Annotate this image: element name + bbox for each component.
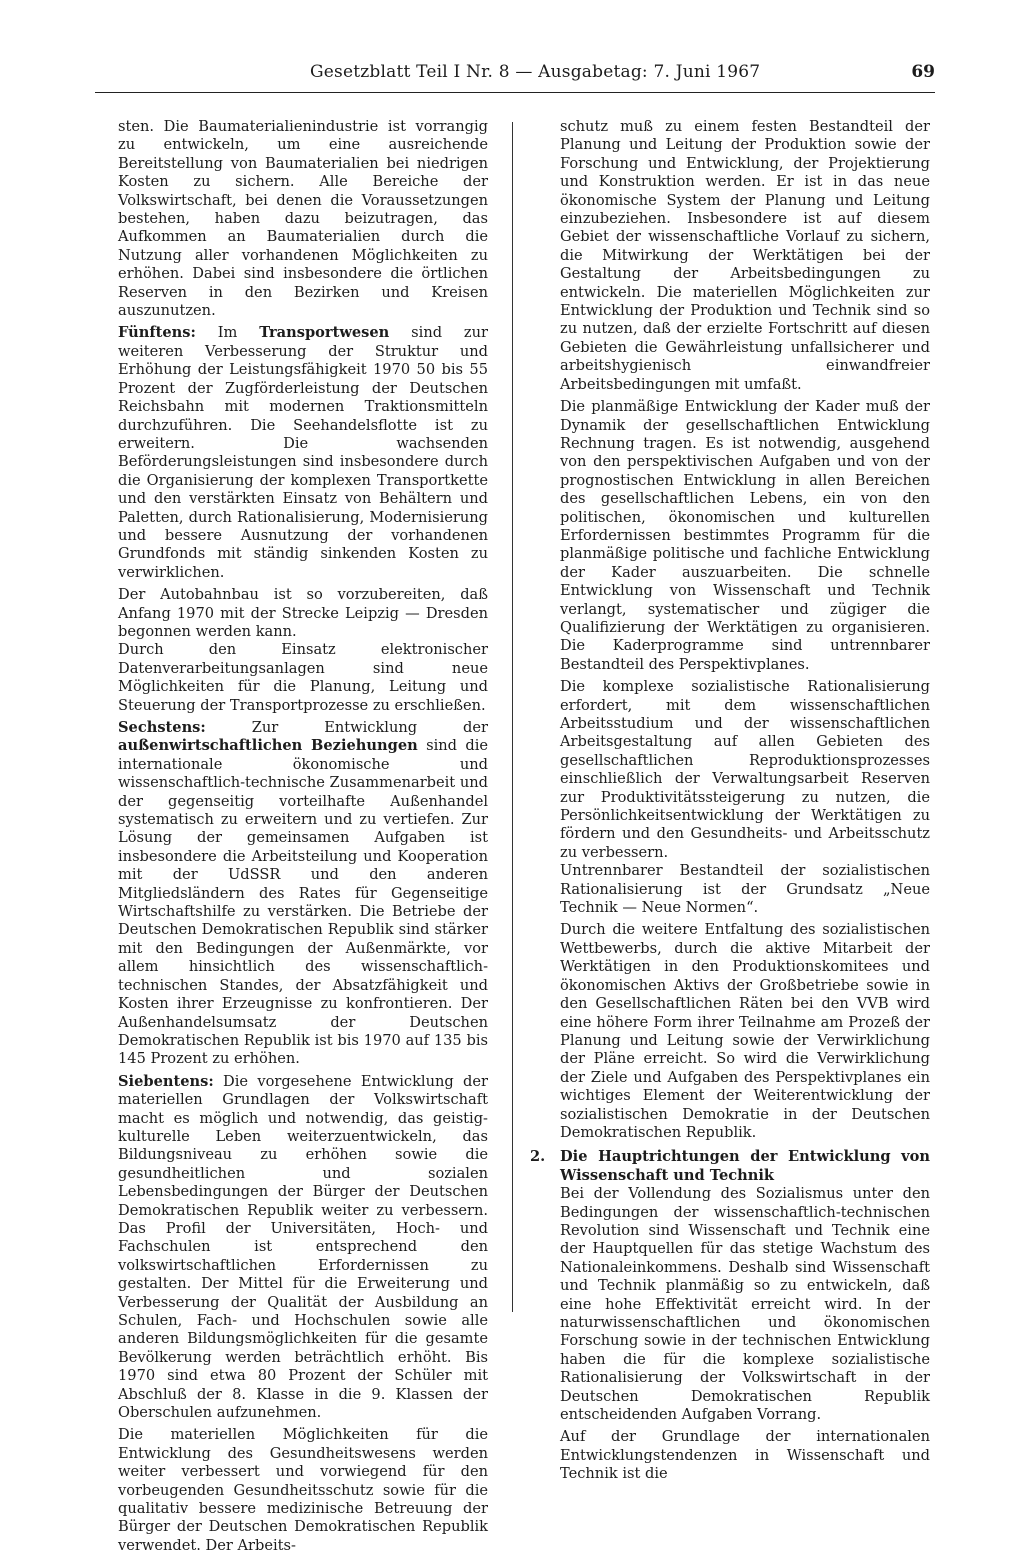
paragraph-lead: Siebentens: — [118, 1072, 214, 1090]
header-title: Gesetzblatt Teil I Nr. 8 — Ausgabetag: 7. Juni 1967 — [310, 62, 761, 82]
page-number: 69 — [911, 62, 935, 82]
page-header — [95, 62, 935, 93]
paragraph: Durch den Einsatz elektronischer Datenverarbeitungsanlagen sind neue Möglichkeiten für die Planung, Leitung und Steuerung der Transportprozesse zu erschließen. — [118, 641, 488, 714]
paragraph: sten. Die Baumaterialienindustrie ist vorrangig zu entwickeln, um eine ausreichende Bereitstellung von Baumaterialien bei niedrigen Kosten zu sichern. Alle Bereiche der Volkswirtschaft, bei denen die Voraussetzungen bestehen, haben dazu beizutragen, das Aufkommen an Baumaterialien durch die Nutzung aller vorhandenen Möglichkeiten zu erhöhen. Dabei sind insbesondere die örtlichen Reserven in den Bezirken und Kreisen auszunutzen. — [118, 118, 488, 320]
paragraph-lead: Fünftens: — [118, 324, 196, 342]
paragraph: Bei der Vollendung des Sozialismus unter den Bedingungen der wissenschaftlich-technischen Revolution sind Wissenschaft und Technik eine der Hauptquellen für das stetige Wachstum des Nationaleinkommens. Deshalb sind Wissenschaft und Technik planmäßig so zu entwickeln, daß eine hohe Effektivität erreicht wird. In der naturwissenschaftlichen und ökonomischen Forschung sowie in der technischen Entwicklung haben die für die komplexe sozialistische Rationalisierung der Volkswirtschaft in der Deutschen Demokratischen Republik entscheidenden Aufgaben Vorrang. — [560, 1185, 930, 1424]
paragraph: Untrennbarer Bestandteil der sozialistischen Rationalisierung ist der Grundsatz „Neue Technik — Neue Normen“. — [560, 862, 930, 917]
paragraph: Die planmäßige Entwicklung der Kader muß der Dynamik der gesellschaftlichen Entwicklung Rechnung tragen. Es ist notwendig, ausgehend von den perspektivischen Aufgaben und von der prognostischen Entwicklung in allen Bereichen des gesellschaftlichen Lebens, ein von den politischen, ökonomischen und kulturellen Erfordernissen bestimmtes Programm für die planmäßige politische und fachliche Entwicklung der Kader auszuarbeiten. Die schnelle Entwicklung von Wissenschaft und Technik verlangt, systematischer und zügiger die Qualifizierung der Werktätigen zu organisieren. Die Kaderprogramme sind untrennbarer Bestandteil des Perspektivplanes. — [560, 398, 930, 673]
section-title: Die Hauptrichtungen der Entwicklung von Wissenschaft und Technik — [560, 1148, 930, 1184]
paragraph: Die komplexe sozialistische Rationalisierung erfordert, mit dem wissenschaftlichen Arbeitsstudium und der wissenschaftlichen Arbeitsgestaltung auf allen Gebieten des gesellschaftlichen Reproduktionsprozesses einschließlich der Verwaltungsarbeit Reserven zur Produktivitätssteigerung zu nutzen, die Persönlichkeitsentwicklung der Werktätigen zu fördern und den Gesundheits- und Arbeitsschutz zu verbessern. — [560, 678, 930, 861]
left-column — [118, 118, 488, 1559]
paragraph: schutz muß zu einem festen Bestandteil der Planung und Leitung der Produktion sowie der Forschung und Entwicklung, der Projektierung und Konstruktion werden. Er ist in das neue ökonomische System der Planung und Leitung einzubeziehen. Insbesondere ist auf diesem Gebiet der wissenschaftliche Vorlauf zu sichern, die Mitwirkung der Werktätigen bei der Gestaltung der Arbeitsbedingungen zu entwickeln. Die materiellen Möglichkeiten zur Entwicklung der Produktion und Technik sind so zu nutzen, daß der erzielte Fortschritt auf diesen Gebieten die Gewährleistung unfallsicherer und arbeitshygienisch einwandfreier Arbeitsbedingungen mit umfaßt. — [560, 118, 930, 393]
paragraph-sechstens: Sechstens: Zur Entwicklung der außenwirtschaftlichen Beziehungen sind die internationale ökonomische und wissenschaftlich-technische Zusammenarbeit und der gegenseitig vorteilhafte Außenhandel systematisch zu erweitern und zu vertiefen. Zur Lösung der gemeinsamen Aufgaben ist insbesondere die Arbeitsteilung und Kooperation mit der UdSSR und den anderen Mitgliedsländern des Rates für Gegenseitige Wirtschaftshilfe zu verstärken. Die Betriebe der Deutschen Demokratischen Republik sind stärker mit den Bedingungen der Außenmärkte, vor allem hinsichtlich des wissenschaftlich-technischen Standes, der Absatzfähigkeit und Kosten ihrer Erzeugnisse zu konfrontieren. Der Außenhandelsumsatz der Deutschen Demokratischen Republik ist bis 1970 auf 135 bis 145 Prozent zu erhöhen. — [118, 719, 488, 1068]
section-heading — [530, 1148, 930, 1185]
paragraph-siebentens: Siebentens: Die vorgesehene Entwicklung der materiellen Grundlagen der Volkswirtschaft macht es möglich und notwendig, das geistig-kulturelle Leben weiterzuentwickeln, das Bildungsniveau zu erhöhen sowie die gesundheitlichen und sozialen Lebensbedingungen der Bürger der Deutschen Demokratischen Republik weiter zu verbessern. Das Profil der Universitäten, Hoch- und Fachschulen ist entsprechend den volkswirtschaftlichen Erfordernissen zu gestalten. Der Mittel für die Erweiterung und Verbesserung der Qualität der Ausbildung an Schulen, Fach- und Hochschulen sowie alle anderen Bildungsmöglichkeiten für die gesamte Bevölkerung werden beträchtlich erhöht. Bis 1970 sind etwa 80 Prozent der Schüler mit Abschluß der 8. Klasse in die 9. Klassen der Oberschulen aufzunehmen. — [118, 1072, 488, 1422]
paragraph: Der Autobahnbau ist so vorzubereiten, daß Anfang 1970 mit der Strecke Leipzig — Dresden begonnen werden kann. — [118, 586, 488, 640]
paragraph-lead: Sechstens: — [118, 719, 206, 736]
section-number: 2. — [530, 1148, 546, 1166]
paragraph: Die materiellen Möglichkeiten für die Entwicklung des Gesundheitswesens werden weiter verbessert und vorwiegend für den vorbeugenden Gesundheitsschutz sowie für die qualitativ bessere medizinische Betreuung der Bürger der Deutschen Demokratischen Republik verwendet. Der Arbeits- — [118, 1426, 488, 1554]
column-divider — [512, 122, 513, 1312]
right-column — [530, 118, 930, 1488]
paragraph-fuenftens: Fünftens: Im Transportwesen sind zur weiteren Verbesserung der Struktur und Erhöhung der Leistungsfähigkeit 1970 50 bis 55 Prozent der Zugförderleistung der Deutschen Reichsbahn mit modernen Traktionsmitteln durchzuführen. Die Seehandelsflotte ist zu erweitern. Die wachsenden Beförderungsleistungen sind insbesondere durch die Organisierung der komplexen Transportkette und den verstärkten Einsatz von Behältern und Paletten, durch Rationalisierung, Modernisierung und bessere Ausnutzung der vorhandenen Grundfonds mit ständig sinkenden Kosten zu verwirklichen. — [118, 324, 488, 581]
emphasis: außenwirtschaftlichen Beziehungen — [118, 737, 418, 755]
emphasis: Transportwesen — [259, 324, 390, 342]
paragraph: Auf der Grundlage der internationalen Entwicklungstendenzen in Wissenschaft und Technik ist die — [560, 1428, 930, 1483]
paragraph: Durch die weitere Entfaltung des sozialistischen Wettbewerbs, durch die aktive Mitarbeit der Werktätigen in den Produktionskomitees und ökonomischen Aktivs der Großbetriebe sowie in den Gesellschaftlichen Räten bei den VVB wird eine höhere Form ihrer Teilnahme am Prozeß der Planung und Leitung sowie der Verwirklichung der Pläne erreicht. So wird die Verwirklichung der Ziele und Aufgaben des Perspektivplanes ein wichtiges Element der Weiterentwicklung der sozialistischen Demokratie in der Deutschen Demokratischen Republik. — [560, 921, 930, 1141]
